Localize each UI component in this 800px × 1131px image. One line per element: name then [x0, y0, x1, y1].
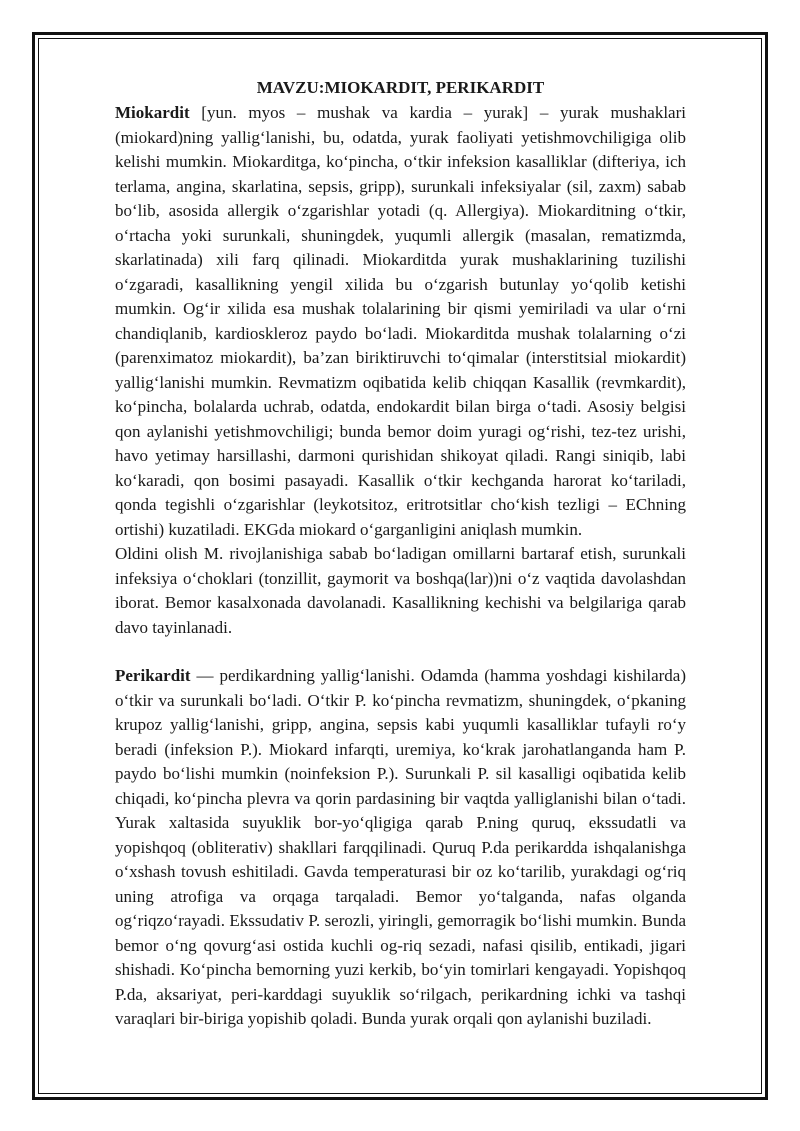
document-title: MAVZU:MIOKARDIT, PERIKARDIT: [256, 78, 545, 97]
paragraph-spacer: [115, 640, 686, 664]
paragraph-text: [yun. myos – mushak va kardia – yurak] – yurak mushaklari (miokard)ning yallig‘lanishi, bu, odatda, yurak faoliyati yetishmovchiligiga olib kelishi mumkin. Miokarditga, ko‘pincha, o‘tkir infeksion kasalliklar (difteriya, ich terlama, angina, skarlatina, sepsis, gripp), surunkali infeksiyalar (sil, zaxm) sabab bo‘lib, asosida allergik o‘zgarishlar yotadi (q. Allergiya). Miokarditning o‘tkir, o‘rtacha yoki surunkali, shuningdek, yuqumli allergik (masalan, rematizmda, skarlatinada) xili farq qilinadi. Miokarditda yurak mushaklarining tuzilishi o‘zgaradi, kasallikning yengil xilida bu o‘zgarish butunlay yo‘qolib ketishi mumkin. Og‘ir xilida esa mushak tolalarining bir qismi yemiriladi va ular o‘rni chandiqlanib, kardioskleroz paydo bo‘ladi. Miokarditda mushak tolalarning o‘zi (parenximatoz miokardit), ba’zan biriktiruvchi to‘qimalar (interstitsial miokardit) yallig‘lanishi mumkin. Revmatizm oqibatida kelib chiqqan Kasallik (revmkardit), ko‘pincha, bolalarda uchrab, odatda, endokardit bilan birga o‘tadi. Asosiy belgisi qon aylanishi yetishmovchiligi; bunda bemor doim yuragi og‘rishi, tez-tez urishi, havo yetimay harsillashi, darmoni qurishidan shikoyat qiladi. Rangi siniqib, labi ko‘karadi, qon bosimi pasayadi. Kasallik o‘tkir kechganda harorat ko‘tariladi, qonda tegishli o‘zgarishlar (leykotsitoz, eritrotsitlar cho‘kish tezligi – EChning ortishi) kuzatiladi. EKGda miokard o‘garganligini aniqlash mumkin.: [115, 103, 686, 539]
term-perikardit: Perikardit: [115, 666, 191, 685]
term-miokardit: Miokardit: [115, 103, 190, 122]
paragraph-miokardit: [115, 101, 686, 542]
paragraph-perikardit: [115, 664, 686, 1032]
paragraph-prevention: [115, 542, 686, 640]
paragraph-text: — perdikardning yallig‘lanishi. Odamda (hamma yoshdagi kishilarda) o‘tkir va surunkali bo‘ladi. O‘tkir P. ko‘pincha revmatizm, shuningdek, o‘pkaning krupoz yallig‘lanishi, gripp, angina, sepsis kabi yuqumli kasalliklar tufayli ro‘y beradi (infeksion P.). Miokard infarqti, uremiya, ko‘krak jarohatlanganda ham P. paydo bo‘lishi mumkin (noinfeksion P.). Surunkali P. sil kasalligi oqibatida kelib chiqadi, ko‘pincha plevra va qorin pardasining bir vaqtda yalliglanishi bilan o‘tadi. Yurak xaltasida suyuklik bor-yo‘qligiga qarab P.ning quruq, ekssudatli va yopishqoq (obliterativ) shakllari farqqilinadi. Quruq P.da perikardda ishqalanishga o‘xshash tovush eshitiladi. Gavda temperaturasi bir oz ko‘tarilib, yurakdagi og‘riq uning atrofiga va orqaga tarqaladi. Bemor yo‘talganda, nafas olganda og‘riqzo‘rayadi. Ekssudativ P. serozli, yiringli, gemorragik bo‘lishi mumkin. Bunda bemor o‘ng qovurg‘asi ostida kuchli og-riq sezadi, nafasi qisilib, entikadi, jigari shishadi. Ko‘pincha bemorning yuzi kerkib, bo‘yin tomirlari kengayadi. Yopishqoq P.da, aksariyat, peri-karddagi suyuklik so‘rilgach, perikardning ichki va tashqi varaqlari bir-biriga yopishib qoladi. Bunda yurak orqali qon aylanishi buziladi.: [115, 666, 686, 1028]
paragraph-text: Oldini olish M. rivojlanishiga sabab bo‘ladigan omillarni bartaraf etish, surunkali infeksiya o‘choklari (tonzillit, gaymorit va boshqa(lar))ni o‘z vaqtida davolashdan iborat. Bemor kasalxonada davolanadi. Kasallikning kechishi va belgilariga qarab davo tayinlanadi.: [115, 544, 686, 637]
document-body: [115, 76, 686, 1032]
